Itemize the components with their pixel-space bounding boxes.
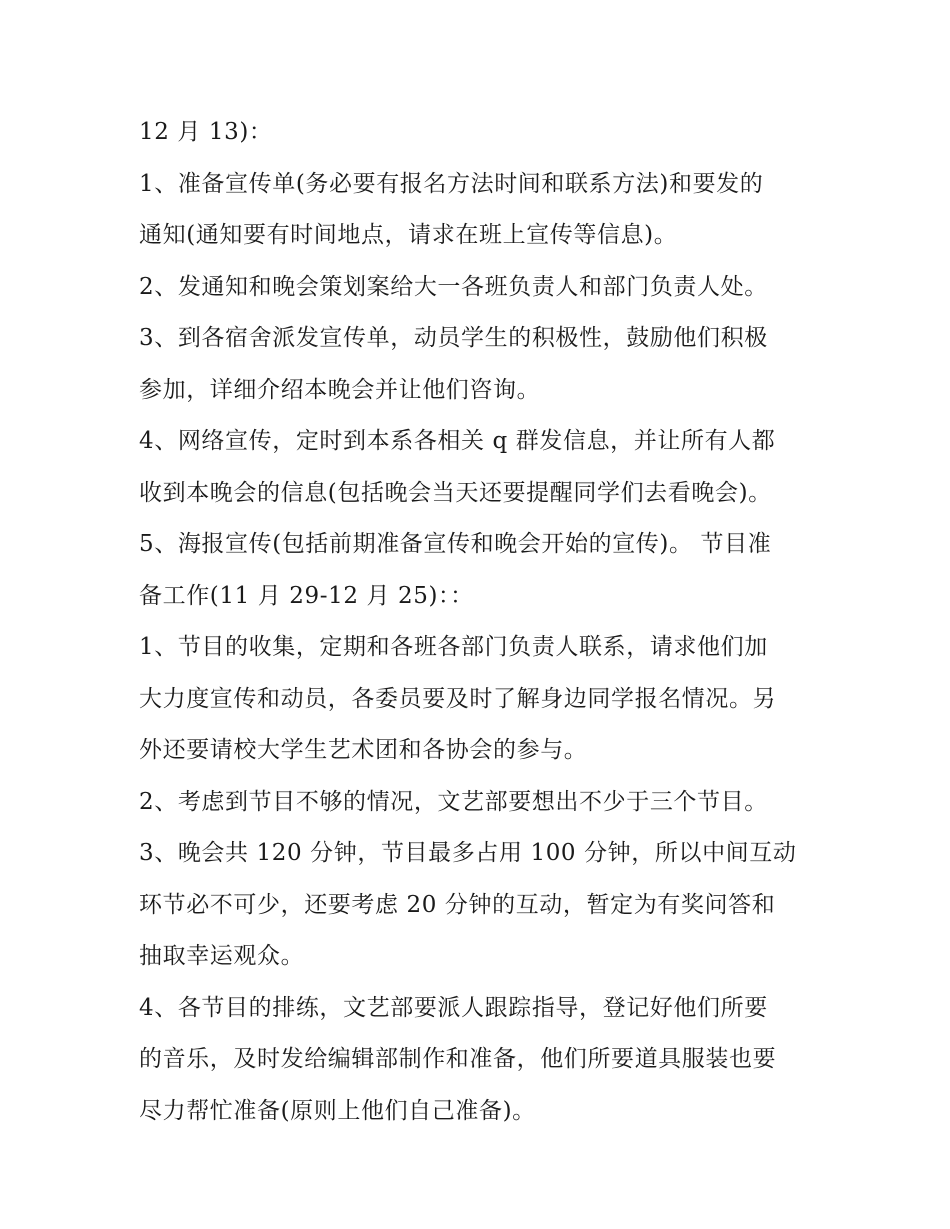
text-line: 通知(通知要有时间地点，请求在班上宣传等信息)。 <box>139 222 678 248</box>
text-line: 备工作(11 月 29-12 月 25)：： <box>139 582 474 609</box>
text-line: 2、考虑到节目不够的情况，文艺部要想出不少于三个节目。 <box>139 788 768 815</box>
document-body <box>139 107 819 1137</box>
text-line: 大力度宣传和动员，各委员要及时了解身边同学报名情况。另 <box>139 685 777 712</box>
text-line: 抽取幸运观众。 <box>139 943 305 969</box>
text-line: 收到本晚会的信息(包括晚会当天还要提醒同学们去看晚会)。 <box>139 479 772 506</box>
text-line: 的音乐，及时发给编辑部制作和准备，他们所要道具服装也要 <box>139 1046 777 1072</box>
text-line: 参加，详细介绍本晚会并让他们咨询。 <box>139 376 541 403</box>
text-line: 外还要请校大学生艺术团和各协会的参与。 <box>139 737 588 763</box>
text-line: 1、准备宣传单(务必要有报名方法时间和联系方法)和要发的 <box>139 170 764 197</box>
text-line: 12 月 13)： <box>139 119 273 145</box>
text-line: 3、到各宿舍派发宣传单，动员学生的积极性，鼓励他们积极 <box>139 325 768 351</box>
text-line: 环节必不可少，还要考虑 20 分钟的互动，暂定为有奖问答和 <box>139 891 776 918</box>
text-line: 2、发通知和晚会策划案给大一各班负责人和部门负责人处。 <box>139 273 768 300</box>
text-line: 1、节目的收集，定期和各班各部门负责人联系，请求他们加 <box>139 634 768 660</box>
text-line: 4、网络宣传，定时到本系各相关 q 群发信息，并让所有人都 <box>139 428 776 454</box>
text-line: 5、海报宣传(包括前期准备宣传和晚会开始的宣传)。 节目准 <box>139 531 772 557</box>
text-line: 尽力帮忙准备(原则上他们自己准备)。 <box>139 1097 536 1124</box>
text-line: 4、各节目的排练，文艺部要派人跟踪指导，登记好他们所要 <box>139 994 768 1021</box>
text-line: 3、晚会共 120 分钟，节目最多占用 100 分钟，所以中间互动 <box>139 840 797 866</box>
